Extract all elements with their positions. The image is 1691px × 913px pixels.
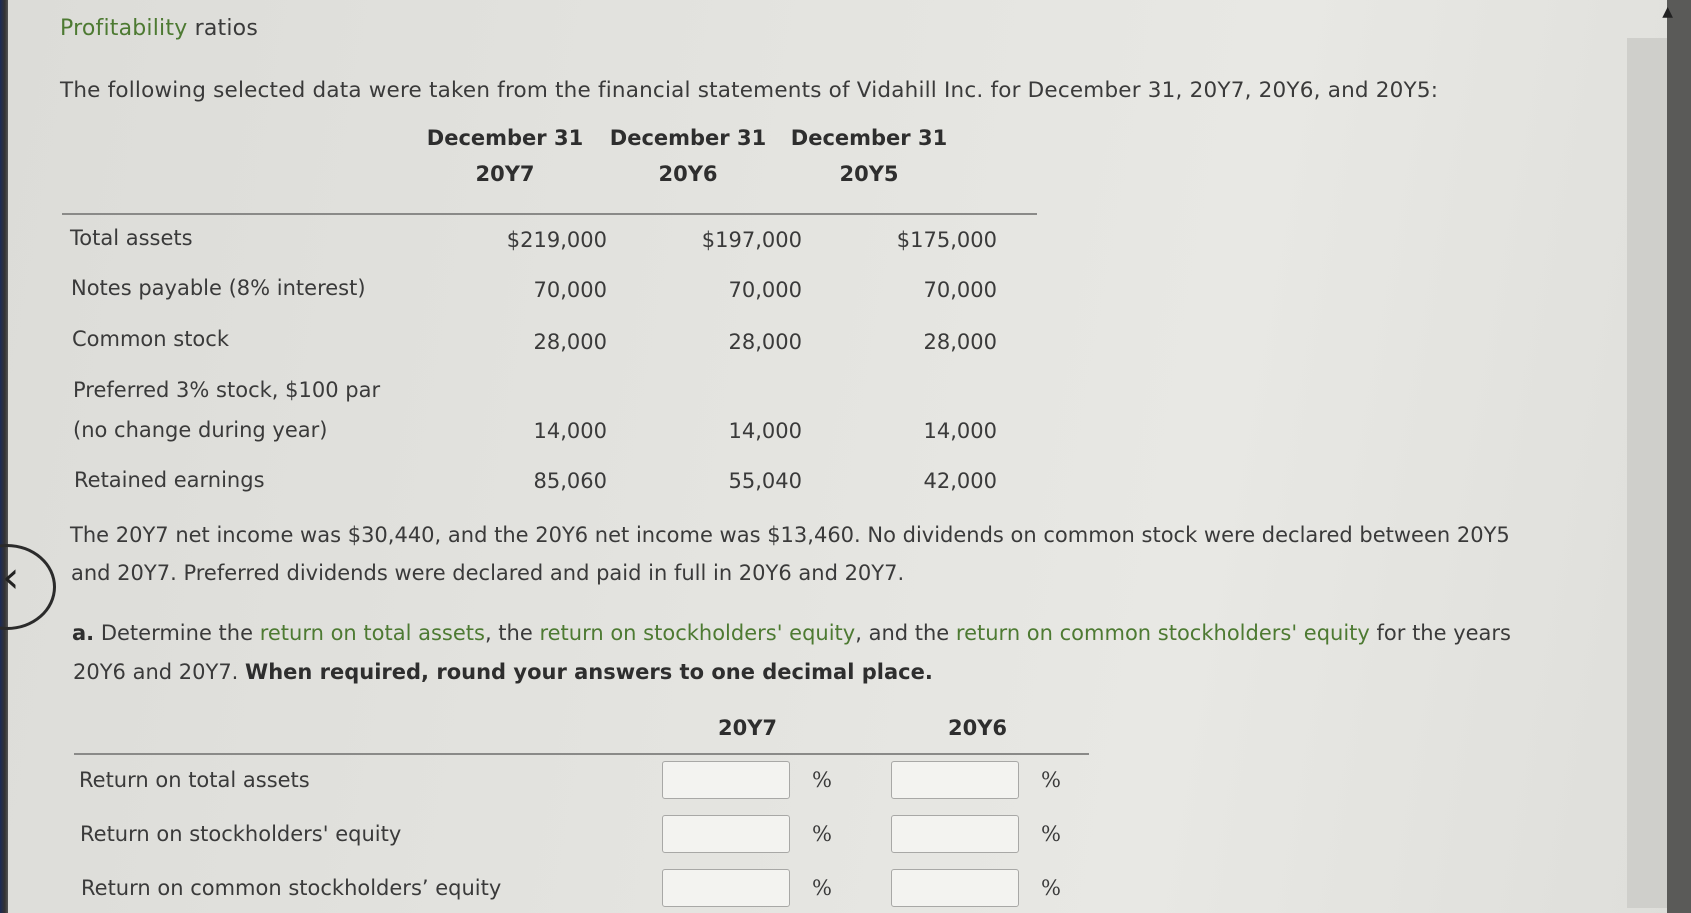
cell-total-assets-20y7: $219,000 <box>506 228 607 252</box>
scrollbar-track[interactable] <box>1627 38 1667 908</box>
col-header-line2: 20Y6 <box>658 162 718 186</box>
percent-unit: % <box>812 768 832 792</box>
scrollbar[interactable] <box>1667 0 1691 913</box>
table-divider <box>62 213 1037 215</box>
percent-unit: % <box>1041 822 1061 846</box>
row-label-retained-earnings: Retained earnings <box>74 468 265 492</box>
percent-unit: % <box>1041 768 1061 792</box>
question-seg3: , and the <box>855 621 956 645</box>
term-return-on-stockholders-equity[interactable]: return on stockholders' equity <box>539 621 856 645</box>
term-return-on-common-stockholders-equity[interactable]: return on common stockholders' equity <box>955 621 1370 645</box>
cell-total-assets-20y6: $197,000 <box>701 228 802 252</box>
heading-rest: ratios <box>187 16 259 41</box>
answer-label-return-on-total-assets: Return on total assets <box>79 768 310 792</box>
cell-preferred-stock-20y6: 14,000 <box>728 419 802 443</box>
col-header-line1: December 31 <box>790 126 948 150</box>
percent-unit: % <box>812 876 832 900</box>
intro-text: The following selected data were taken from the financial statements of Vidahill Inc. for December 31, 20Y7, 20Y6, and 20Y5: <box>60 78 1439 103</box>
cell-retained-earnings-20y6: 55,040 <box>728 469 802 493</box>
page-title <box>60 16 258 41</box>
row-label-notes-payable: Notes payable (8% interest) <box>71 276 366 300</box>
question-line1 <box>72 621 1511 645</box>
heading-term: Profitability <box>60 16 188 41</box>
rocse-20y6-input[interactable] <box>891 869 1019 907</box>
col-header-line2: 20Y7 <box>475 162 535 186</box>
cell-notes-payable-20y5: 70,000 <box>923 278 997 302</box>
question-seg4: for the years <box>1369 621 1511 645</box>
col-header-20y7 <box>410 126 600 186</box>
rocse-20y7-input[interactable] <box>662 869 790 907</box>
cell-notes-payable-20y7: 70,000 <box>533 278 607 302</box>
chevron-left-icon[interactable]: ‹ <box>2 552 20 603</box>
question-prefix: a. <box>72 621 95 645</box>
col-header-20y6 <box>593 126 783 186</box>
roe-20y6-input[interactable] <box>891 815 1019 853</box>
cell-notes-payable-20y6: 70,000 <box>728 278 802 302</box>
row-label-total-assets: Total assets <box>70 226 193 250</box>
cell-common-stock-20y7: 28,000 <box>533 330 607 354</box>
cell-total-assets-20y5: $175,000 <box>896 228 997 252</box>
roa-20y7-input[interactable] <box>662 761 790 799</box>
percent-unit: % <box>812 822 832 846</box>
scroll-up-arrow-icon[interactable]: ▲ <box>1662 4 1673 20</box>
row-label-common-stock: Common stock <box>72 327 229 351</box>
question-line2 <box>73 660 933 684</box>
col-header-line2: 20Y5 <box>839 162 899 186</box>
cell-retained-earnings-20y5: 42,000 <box>923 469 997 493</box>
answer-col-header-20y7: 20Y7 <box>717 716 778 740</box>
answer-col-header-20y6: 20Y6 <box>947 716 1008 740</box>
cell-preferred-stock-20y7: 14,000 <box>533 419 607 443</box>
cell-common-stock-20y5: 28,000 <box>923 330 997 354</box>
col-header-line1: December 31 <box>609 126 767 150</box>
row-label-preferred-stock-note: (no change during year) <box>73 418 328 442</box>
net-income-paragraph-line2: and 20Y7. Preferred dividends were declared and paid in full in 20Y6 and 20Y7. <box>71 561 905 585</box>
col-header-20y5 <box>774 126 964 186</box>
question-seg2: , the <box>484 621 540 645</box>
col-header-line1: December 31 <box>426 126 584 150</box>
cell-preferred-stock-20y5: 14,000 <box>923 419 997 443</box>
row-label-preferred-stock: Preferred 3% stock, $100 par <box>73 378 381 402</box>
roe-20y7-input[interactable] <box>662 815 790 853</box>
term-return-on-total-assets[interactable]: return on total assets <box>259 621 485 645</box>
rounding-instruction: When required, round your answers to one decimal place. <box>245 660 933 684</box>
question-years: 20Y6 and 20Y7. <box>73 660 246 684</box>
answer-table-divider <box>74 753 1089 755</box>
left-edge <box>0 0 8 913</box>
answer-label-return-on-stockholders-equity: Return on stockholders' equity <box>80 822 402 846</box>
cell-common-stock-20y6: 28,000 <box>728 330 802 354</box>
roa-20y6-input[interactable] <box>891 761 1019 799</box>
answer-label-return-on-common-stockholders-equity: Return on common stockholders’ equity <box>81 876 502 900</box>
cell-retained-earnings-20y7: 85,060 <box>533 469 607 493</box>
percent-unit: % <box>1041 876 1061 900</box>
net-income-paragraph-line1: The 20Y7 net income was $30,440, and the 20Y6 net income was $13,460. No dividends on common stock were declared between 20Y5 <box>70 523 1510 547</box>
question-seg1: Determine the <box>94 621 260 645</box>
